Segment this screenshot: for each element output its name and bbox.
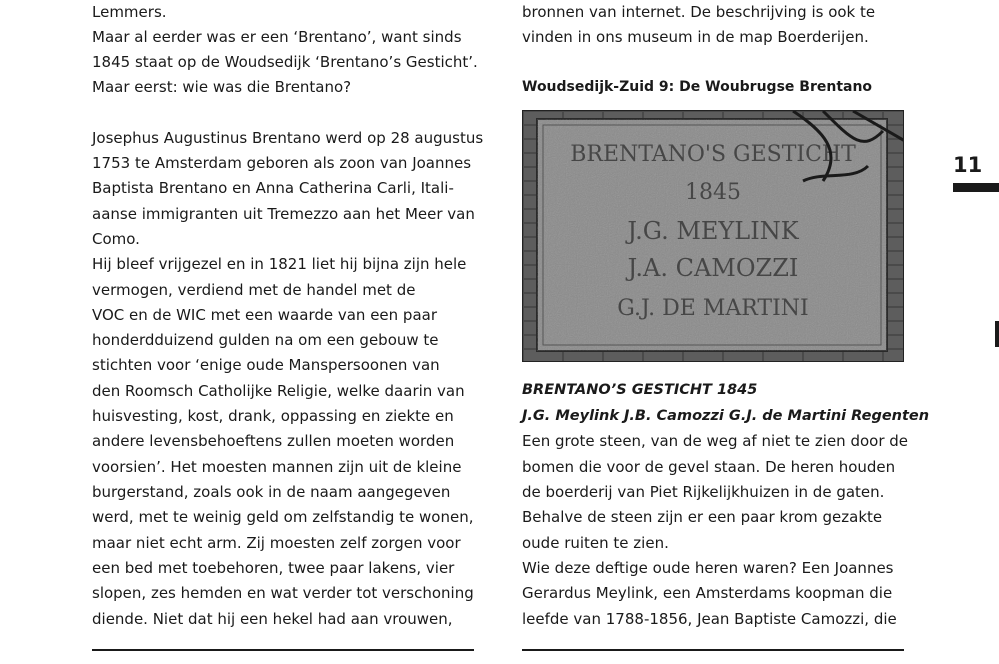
inscription-line-2: 1845 [685, 180, 741, 205]
left-line-11: Hij bleef vrijgezel en in 1821 liet hij bijna zijn hele [92, 255, 467, 273]
right-body-line-5: oude ruiten te zien. [522, 534, 669, 552]
left-line-15: stichten voor ‘enige oude Manspersoonen van [92, 356, 440, 374]
caption-line-1: BRENTANO’S GESTICHT 1845 [522, 382, 758, 398]
page-tab-marker [953, 183, 999, 192]
right-body-line-3: de boerderij van Piet Rijkelijkhuizen in de gaten. [522, 483, 885, 501]
left-line-9: aanse immigranten uit Tremezzo aan het Meer van [92, 205, 475, 223]
right-intro-line-2: vinden in ons museum in de map Boerderijen. [522, 28, 869, 46]
inscription-line-3: J.G. MEYLINK [627, 217, 799, 245]
left-line-2: Maar al eerder was er een ‘Brentano’, want sinds [92, 28, 462, 46]
left-line-21: werd, met te weinig geld om zelfstandig te wonen, [92, 508, 474, 526]
right-body-line-1: Een grote steen, van de weg af niet te zien door de [522, 432, 909, 450]
side-margin-mark [995, 321, 999, 347]
right-body-line-4: Behalve de steen zijn er een paar krom gezakte [522, 508, 883, 526]
inscription-line-4: J.A. CAMOZZI [627, 254, 799, 282]
left-line-17: huisvesting, kost, drank, oppassing en ziekte en [92, 407, 454, 425]
left-line-10: Como. [92, 230, 140, 248]
left-line-19: voorsien’. Het moesten mannen zijn uit de kleine [92, 458, 462, 476]
left-bottom-rule [92, 649, 474, 651]
left-line-20: burgerstand, zoals ook in de naam aangegeven [92, 483, 451, 501]
left-line-3: 1845 staat op de Woudsedijk ‘Brentano’s Gesticht’. [92, 53, 478, 71]
left-line-7: 1753 te Amsterdam geboren als zoon van Joannes [92, 154, 472, 172]
right-body-line-2: bomen die voor de gevel staan. De heren houden [522, 458, 896, 476]
left-line-23: een bed met toebehoren, twee paar lakens, vier [92, 559, 455, 577]
inscription-line-5: G.J. DE MARTINI [617, 296, 809, 321]
right-body-line-7: Gerardus Meylink, een Amsterdams koopman die [522, 584, 893, 602]
left-line-12: vermogen, verdiend met de handel met de [92, 281, 416, 299]
photo-heading: Woudsedijk-Zuid 9: De Woubrugse Brentano [522, 79, 873, 95]
left-line-6: Josephus Augustinus Brentano werd op 28 augustus [92, 129, 484, 147]
stone-plaque-photo [522, 110, 904, 362]
left-line-1: Lemmers. [92, 3, 167, 21]
caption-line-2: J.G. Meylink J.B. Camozzi G.J. de Martini Regenten [522, 408, 930, 424]
engraved-stone-plaque-icon [523, 111, 904, 362]
right-intro-line-1: bronnen van internet. De beschrijving is ook te [522, 3, 876, 21]
left-line-22: maar niet echt arm. Zij moesten zelf zorgen voor [92, 534, 461, 552]
right-body-line-6: Wie deze deftige oude heren waren? Een Joannes [522, 559, 894, 577]
left-line-25: diende. Niet dat hij een hekel had aan vrouwen, [92, 610, 453, 628]
page-number: 11 [953, 153, 983, 177]
left-line-16: den Roomsch Catholijke Religie, welke daarin van [92, 382, 465, 400]
left-line-13: VOC en de WIC met een waarde van een paar [92, 306, 438, 324]
left-line-14: honderdduizend gulden na om een gebouw te [92, 331, 439, 349]
inscription-line-1: BRENTANO'S GESTICHT [570, 142, 856, 167]
right-body-line-8: leefde van 1788-1856, Jean Baptiste Camozzi, die [522, 610, 897, 628]
left-line-18: andere levensbehoeftens zullen moeten worden [92, 432, 455, 450]
left-line-8: Baptista Brentano en Anna Catherina Carli, Itali- [92, 179, 454, 197]
left-line-24: slopen, zes hemden en wat verder tot verschoning [92, 584, 474, 602]
left-line-4: Maar eerst: wie was die Brentano? [92, 78, 352, 96]
right-bottom-rule [522, 649, 904, 651]
